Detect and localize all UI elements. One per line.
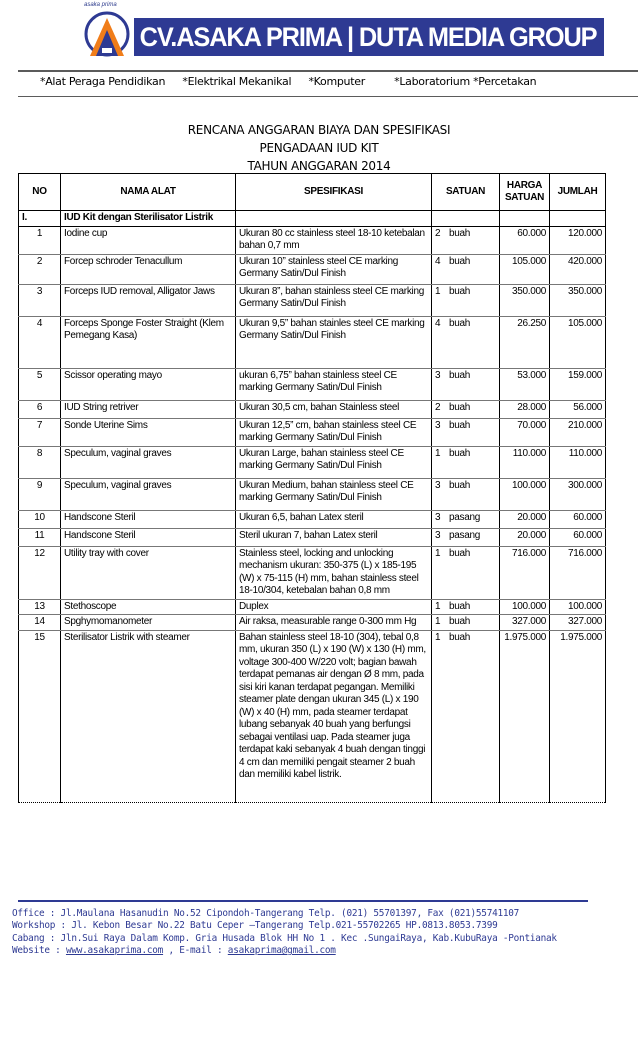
row-number: 11 bbox=[19, 528, 61, 546]
item-name: Stethoscope bbox=[61, 599, 236, 615]
item-harga: 105.000 bbox=[500, 254, 550, 284]
item-harga: 100.000 bbox=[500, 478, 550, 510]
item-spec: Ukuran 9,5” bahan stainles steel CE marking Germany Satin/Dul Finish bbox=[236, 316, 432, 368]
company-name: CV.ASAKA PRIMA | DUTA MEDIA GROUP bbox=[134, 18, 604, 56]
item-name: Forcep schroder Tenacullum bbox=[61, 254, 236, 284]
row-number: 13 bbox=[19, 599, 61, 615]
item-unit: buah bbox=[449, 547, 471, 559]
item-satuan bbox=[432, 630, 500, 802]
item-jumlah: 716.000 bbox=[550, 546, 606, 599]
section-title: IUD Kit dengan Sterilisator Listrik bbox=[61, 211, 236, 227]
item-jumlah: 60.000 bbox=[550, 510, 606, 528]
item-qty: 4 bbox=[435, 255, 441, 267]
footer-contact bbox=[12, 945, 557, 957]
item-harga: 28.000 bbox=[500, 400, 550, 418]
item-name: Utility tray with cover bbox=[61, 546, 236, 599]
col-header-harga bbox=[500, 174, 550, 211]
item-satuan bbox=[432, 254, 500, 284]
row-number: 5 bbox=[19, 368, 61, 400]
item-jumlah: 120.000 bbox=[550, 226, 606, 254]
item-spec: Steril ukuran 7, bahan Latex steril bbox=[236, 528, 432, 546]
item-satuan bbox=[432, 478, 500, 510]
table-row bbox=[19, 599, 606, 615]
row-number: 6 bbox=[19, 400, 61, 418]
item-name: Iodine cup bbox=[61, 226, 236, 254]
item-harga: 70.000 bbox=[500, 418, 550, 446]
item-satuan bbox=[432, 599, 500, 615]
row-number: 14 bbox=[19, 615, 61, 631]
tagline-item: *Komputer bbox=[308, 75, 365, 88]
item-qty: 4 bbox=[435, 317, 441, 329]
item-spec: Ukuran Large, bahan stainless steel CE marking Germany Satin/Dul Finish bbox=[236, 446, 432, 478]
tagline-item: *Alat Peraga Pendidikan bbox=[40, 75, 166, 88]
item-qty: 3 bbox=[435, 369, 441, 381]
table-row bbox=[19, 446, 606, 478]
footer-workshop: Workshop : Jl. Kebon Besar No.22 Batu Ceper –Tangerang Telp.021-55702265 HP.0813.8053.7399 bbox=[12, 920, 498, 932]
item-satuan bbox=[432, 510, 500, 528]
item-spec: Ukuran 12,5” cm, bahan stainless steel CE marking Germany Satin/Dul Finish bbox=[236, 418, 432, 446]
item-qty: 1 bbox=[435, 547, 441, 559]
row-number: 3 bbox=[19, 284, 61, 316]
item-name: Forceps Sponge Foster Straight (Klem Pemegang Kasa) bbox=[61, 316, 236, 368]
row-number: 8 bbox=[19, 446, 61, 478]
item-satuan bbox=[432, 400, 500, 418]
row-number: 15 bbox=[19, 630, 61, 802]
item-name: Sterilisator Listrik with steamer bbox=[61, 630, 236, 802]
col-header-no: NO bbox=[19, 174, 61, 211]
item-harga: 350.000 bbox=[500, 284, 550, 316]
document-year: TAHUN ANGGARAN 2014 bbox=[247, 159, 391, 173]
item-unit: buah bbox=[449, 401, 471, 413]
item-harga: 53.000 bbox=[500, 368, 550, 400]
item-name: Speculum, vaginal graves bbox=[61, 446, 236, 478]
item-qty: 3 bbox=[435, 419, 441, 431]
item-jumlah: 100.000 bbox=[550, 599, 606, 615]
item-jumlah: 159.000 bbox=[550, 368, 606, 400]
item-harga: 716.000 bbox=[500, 546, 550, 599]
row-number: 10 bbox=[19, 510, 61, 528]
item-spec: ukuran 6,75” bahan stainless steel CE marking Germany Satin/Dul Finish bbox=[236, 368, 432, 400]
item-satuan bbox=[432, 446, 500, 478]
header-divider bbox=[18, 96, 638, 97]
item-satuan bbox=[432, 226, 500, 254]
item-spec: Ukuran 30,5 cm, bahan Stainless steel bbox=[236, 400, 432, 418]
document-subtitle: PENGADAAN IUD KIT bbox=[259, 141, 379, 155]
item-qty: 1 bbox=[435, 616, 441, 627]
item-harga: 110.000 bbox=[500, 446, 550, 478]
budget-table bbox=[18, 173, 606, 803]
item-jumlah: 110.000 bbox=[550, 446, 606, 478]
item-spec: Bahan stainless steel 18-10 (304), tebal 0,8 mm, ukuran 350 (L) x 190 (W) x 130 (H) mm, voltage 300-400 W/220 volt; bagian bawah terdapat pemanas air dengan Ø 8 mm, pada sisi kiri kanan terdapat pegangan. Memiliki steamer plate dengan ukuran 345 (L) x 190 (W) x 40 (H) mm, pada steamer terdapat lubang sebanyak 40 buah yang berfungsi sebagai ventilasi uap. Pada steamer juga terdapat kaki sebanyak 4 buah dengan tinggi 4 cm dan memiliki pengait steamer 2 buah dan memiliki kabel listrik. bbox=[236, 630, 432, 802]
item-unit: buah bbox=[449, 600, 471, 612]
item-harga: 100.000 bbox=[500, 599, 550, 615]
item-qty: 3 bbox=[435, 529, 441, 541]
table-row bbox=[19, 510, 606, 528]
item-jumlah: 420.000 bbox=[550, 254, 606, 284]
item-spec: Ukuran 10” stainless steel CE marking Germany Satin/Dul Finish bbox=[236, 254, 432, 284]
col-header-satuan: SATUAN bbox=[432, 174, 500, 211]
item-spec: Duplex bbox=[236, 599, 432, 615]
item-satuan bbox=[432, 368, 500, 400]
item-qty: 1 bbox=[435, 285, 441, 297]
item-spec: Ukuran 8”, bahan stainless steel CE marking Germany Satin/Dul Finish bbox=[236, 284, 432, 316]
item-jumlah: 56.000 bbox=[550, 400, 606, 418]
item-unit: buah bbox=[449, 285, 471, 297]
row-number: 9 bbox=[19, 478, 61, 510]
item-jumlah: 327.000 bbox=[550, 615, 606, 631]
email-label: , E-mail : bbox=[163, 945, 228, 957]
item-qty: 2 bbox=[435, 401, 441, 413]
item-satuan bbox=[432, 615, 500, 631]
item-satuan bbox=[432, 284, 500, 316]
item-jumlah: 1.975.000 bbox=[550, 630, 606, 802]
item-qty: 2 bbox=[435, 227, 441, 239]
item-name: Sonde Uterine Sims bbox=[61, 418, 236, 446]
table-row bbox=[19, 254, 606, 284]
row-number: 4 bbox=[19, 316, 61, 368]
item-unit: buah bbox=[449, 616, 471, 627]
item-qty: 3 bbox=[435, 511, 441, 523]
col-header-nama: NAMA ALAT bbox=[61, 174, 236, 211]
footer-office: Office : Jl.Maulana Hasanudin No.52 Cipondoh-Tangerang Telp. (021) 55701397, Fax (021)55741107 bbox=[12, 908, 520, 919]
col-header-harga-line2: SATUAN bbox=[504, 192, 545, 203]
item-qty: 1 bbox=[435, 631, 441, 643]
item-name: Handscone Steril bbox=[61, 510, 236, 528]
col-header-harga-line1: HARGA bbox=[506, 179, 543, 191]
item-harga: 327.000 bbox=[500, 615, 550, 631]
item-jumlah: 105.000 bbox=[550, 316, 606, 368]
tagline-item: *Elektrikal Mekanikal bbox=[182, 75, 292, 88]
item-satuan bbox=[432, 316, 500, 368]
item-satuan bbox=[432, 418, 500, 446]
item-qty: 3 bbox=[435, 479, 441, 491]
item-qty: 1 bbox=[435, 447, 441, 459]
col-header-spesifikasi: SPESIFIKASI bbox=[236, 174, 432, 211]
footer-divider bbox=[18, 900, 588, 902]
company-logo-icon bbox=[82, 8, 132, 64]
tagline bbox=[40, 75, 550, 88]
item-jumlah: 300.000 bbox=[550, 478, 606, 510]
row-number: 7 bbox=[19, 418, 61, 446]
table-row bbox=[19, 226, 606, 254]
website-link[interactable]: www.asakaprima.com bbox=[65, 945, 164, 957]
item-unit: buah bbox=[449, 479, 471, 491]
table-row bbox=[19, 316, 606, 368]
item-unit: buah bbox=[449, 447, 471, 459]
email-link[interactable]: asakaprima@gmail.com bbox=[227, 945, 336, 957]
col-header-jumlah: JUMLAH bbox=[550, 174, 606, 211]
item-harga: 60.000 bbox=[500, 226, 550, 254]
item-jumlah: 350.000 bbox=[550, 284, 606, 316]
item-satuan bbox=[432, 546, 500, 599]
item-jumlah: 210.000 bbox=[550, 418, 606, 446]
section-number: I. bbox=[19, 211, 61, 227]
item-harga: 20.000 bbox=[500, 528, 550, 546]
item-qty: 1 bbox=[435, 600, 441, 612]
item-spec: Ukuran 6,5, bahan Latex steril bbox=[236, 510, 432, 528]
item-unit: buah bbox=[449, 631, 471, 643]
item-satuan bbox=[432, 528, 500, 546]
header-divider bbox=[18, 70, 638, 72]
item-harga: 20.000 bbox=[500, 510, 550, 528]
table-row bbox=[19, 630, 606, 802]
logo-subtext: asaka prima bbox=[84, 2, 117, 8]
item-spec: Ukuran 80 cc stainless steel 18-10 ketebalan bahan 0,7 mm bbox=[236, 226, 432, 254]
item-name: Speculum, vaginal graves bbox=[61, 478, 236, 510]
item-unit: buah bbox=[449, 255, 471, 267]
item-unit: buah bbox=[449, 317, 471, 329]
footer bbox=[12, 908, 557, 958]
table-row bbox=[19, 615, 606, 631]
item-name: Forceps IUD removal, Alligator Jaws bbox=[61, 284, 236, 316]
footer-cabang: Cabang : Jln.Sui Raya Dalam Komp. Gria Husada Blok HH No 1 . Kec .SungaiRaya, Kab.KubuRaya -Pontianak bbox=[12, 932, 557, 944]
table-row bbox=[19, 528, 606, 546]
item-name: Spghymomanometer bbox=[61, 615, 236, 631]
tagline-item: *Laboratorium *Percetakan bbox=[394, 75, 537, 88]
item-unit: buah bbox=[449, 227, 471, 239]
item-unit: buah bbox=[449, 369, 471, 381]
item-unit: pasang bbox=[449, 511, 481, 523]
item-name: Handscone Steril bbox=[61, 528, 236, 546]
item-name: Scissor operating mayo bbox=[61, 368, 236, 400]
item-spec: Ukuran Medium, bahan stainless steel CE marking Germany Satin/Dul Finish bbox=[236, 478, 432, 510]
item-harga: 1.975.000 bbox=[500, 630, 550, 802]
item-spec: Stainless steel, locking and unlocking mechanism ukuran: 350-375 (L) x 185-195 (W) x 75-115 (H) mm, bahan stainless steel 18-10/304, ketebalan bahan 0,8 mm bbox=[236, 546, 432, 599]
table-row bbox=[19, 368, 606, 400]
item-spec: Air raksa, measurable range 0-300 mm Hg bbox=[236, 615, 432, 631]
document-title: RENCANA ANGGARAN BIAYA DAN SPESIFIKASI bbox=[187, 123, 451, 137]
item-unit: pasang bbox=[449, 529, 481, 541]
website-label: Website : bbox=[12, 945, 66, 957]
table-header-row bbox=[19, 174, 606, 211]
table-row bbox=[19, 418, 606, 446]
table-row bbox=[19, 284, 606, 316]
item-unit: buah bbox=[449, 419, 471, 431]
item-name: IUD String retriver bbox=[61, 400, 236, 418]
table-row bbox=[19, 546, 606, 599]
item-jumlah: 60.000 bbox=[550, 528, 606, 546]
row-number: 12 bbox=[19, 546, 61, 599]
table-row bbox=[19, 400, 606, 418]
section-row bbox=[19, 211, 606, 227]
row-number: 2 bbox=[19, 254, 61, 284]
item-harga: 26.250 bbox=[500, 316, 550, 368]
row-number: 1 bbox=[19, 226, 61, 254]
table-row bbox=[19, 478, 606, 510]
